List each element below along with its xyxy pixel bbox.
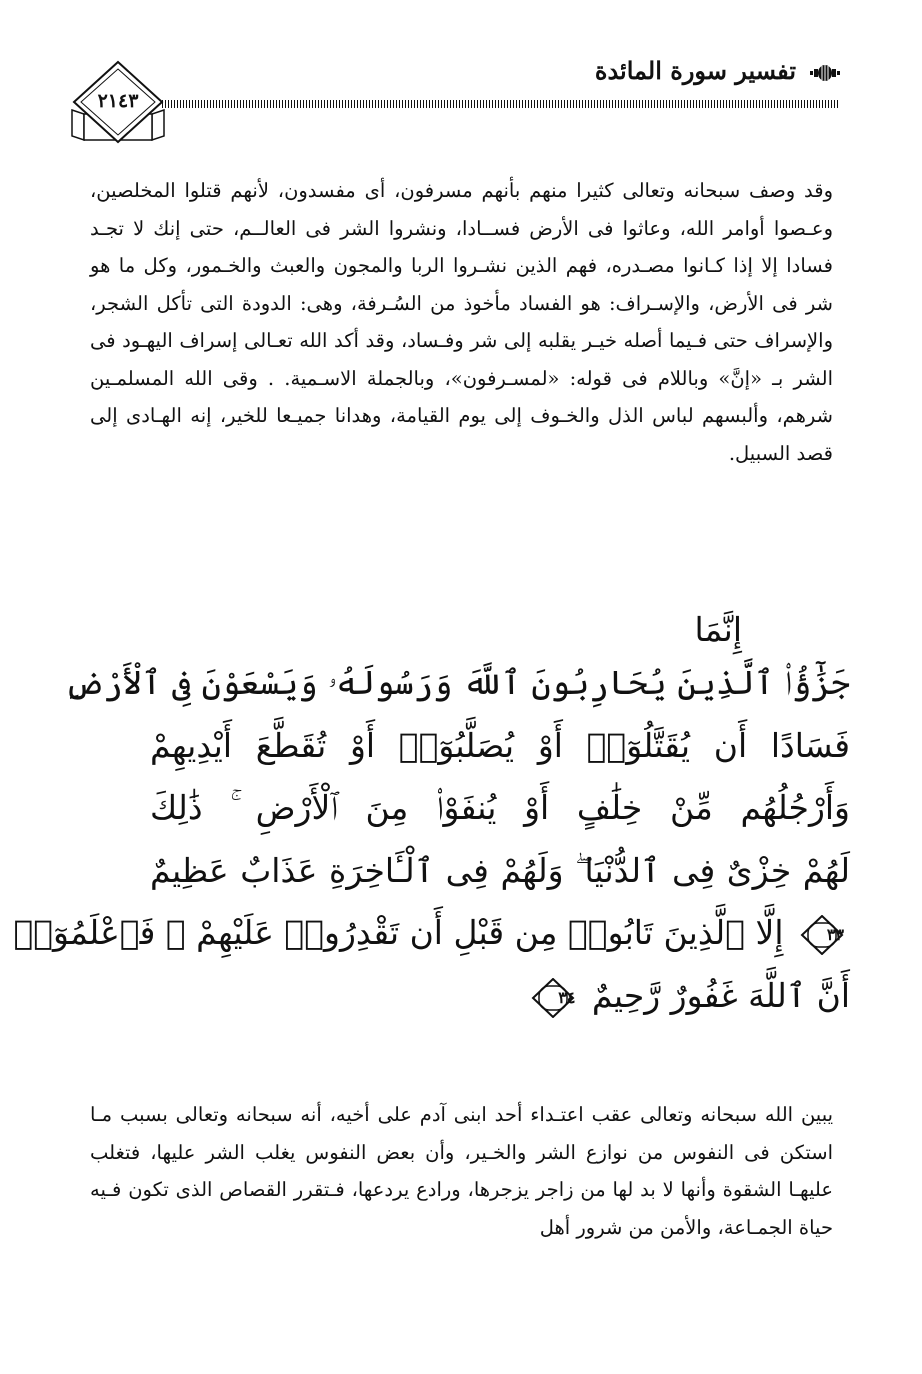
flower-ornament-icon — [810, 60, 840, 86]
ayah-number: ٣٤ — [558, 987, 576, 1007]
verse-line-with-marker — [13, 902, 850, 965]
verse-line: فَسَادًا أَن يُقَتَّلُوٓا۟ أَوْ يُصَلَّبُوٓا۟ أَوْ تُقَطَّعَ أَيْدِيهِمْ — [150, 725, 850, 765]
ayah-number: ٣٣ — [826, 925, 844, 944]
verse-line-with-marker — [150, 965, 850, 1028]
verse-text: أَنَّ ٱللَّهَ غَفُورٌ رَّحِيمٌ — [591, 975, 850, 1015]
commentary-paragraph-2: يبين الله سبحانه وتعالى عقب اعتـداء أحد ابنى آدم على أخيه، أنه سبحانه وتعالى بسبب مـا استكن فى النفوس من نوازع الشر والخـير، وأن بعض النفوس يغلب الشر عليها، فتغلب عليهـا الشقوة وأنها لا بد لها من زاجر يزجرها، ورادع يردعها، فـتقرر القصاص الذى تكون فـيه حياة الجمـاعة، والأمن من شرور أهل — [90, 1103, 833, 1239]
verse-line: جَزَٰٓؤُا۟ ٱلَّذِينَ يُحَارِبُونَ ٱللَّهَ وَرَسُولَهُۥ وَيَسْعَوْنَ فِى ٱلْأَرْضِ — [64, 663, 850, 702]
verse-line: وَأَرْجُلُهُم مِّنْ خِلَٰفٍ أَوْ يُنفَوْا۟ مِنَ ٱلْأَرْضِ ۚ ذَٰلِكَ — [150, 788, 850, 827]
page-number: ٢١٤٣ — [97, 90, 139, 112]
commentary-paragraph-1: وقد وصف سبحانه وتعالى كثيرا منهم بأنهم مسرفون، أى مفسدون، لأنهم قتلوا المخلصين، وعـصوا أوامر الله، وعاثوا فى الأرض فســادا، ونشروا الشر فى العالــم، حتى إنك لا تجـد فسادا إلا إذا كـانوا مصـدره، فهم الذين نشـروا الربا والمجون والعبث والخـمور، وكل ما هو شر فى الأرض، والإسـراف: هو الفساد مأخوذ من السُـرفة، وهى: الدودة التى تأكل الشجر، والإسراف حتى فـيما أصله خيـر يقلبه إلى شر وفـساد، وقد أكد الله تعـالى إسراف اليهـود فى الشر بـ «إنَّ» وباللام فى قوله: «لمسـرفون»، وبالجملة الاسـمية. . وقى الله المسلمـين شرهم، وألبسهم لباس الذل والخـوف إلى يوم القيامة، وهدانا جميـعا للخير، إنه الهـادى إلى قصد السبيل. — [90, 179, 833, 465]
verse-line: لَهُمْ خِزْىٌ فِى ٱلدُّنْيَا ۖ وَلَهُمْ فِى ٱلْـَٔاخِرَةِ عَذَابٌ عَظِيمٌ — [150, 850, 850, 890]
verse-text: إِلَّا ٱلَّذِينَ تَابُوا۟ مِن قَبْلِ أَن تَقْدِرُوا۟ عَلَيْهِمْ ۖ فَٱعْلَمُوٓا۟ — [13, 913, 784, 952]
page-header — [70, 56, 840, 146]
page-number-badge — [70, 60, 166, 146]
quran-verse-block — [13, 608, 850, 1027]
ayah-marker-34 — [531, 978, 575, 1018]
ayah-marker-33 — [800, 915, 844, 955]
verse-opening-word: إِنَّمَا — [694, 610, 742, 649]
header-rule — [162, 100, 838, 108]
chapter-title: تفسير سورة المائدة — [594, 56, 796, 85]
